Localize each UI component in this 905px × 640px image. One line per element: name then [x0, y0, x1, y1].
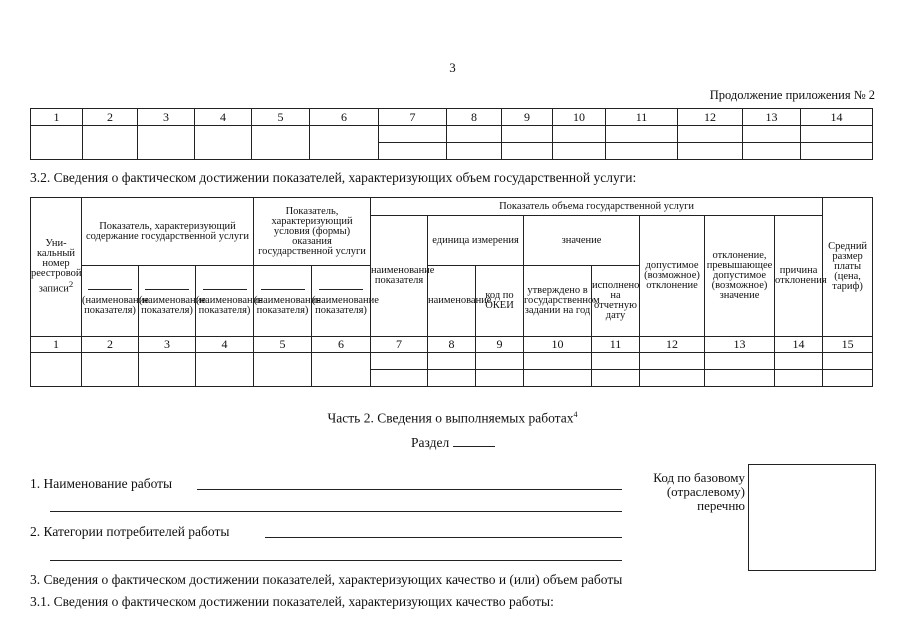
column-number: 8	[428, 337, 476, 353]
column-number: 3	[139, 337, 196, 353]
work-name-label: 1. Наименование работы	[30, 476, 173, 491]
executed-header: исполнено на отчетную дату	[592, 266, 640, 337]
table-cell[interactable]	[447, 126, 502, 143]
consumer-categories-field[interactable]	[265, 537, 622, 538]
sub-header: (наименование показателя)	[82, 266, 139, 337]
sub-header: (наименование показателя)	[254, 266, 312, 337]
table-cell[interactable]	[139, 353, 196, 387]
value-header: значение	[524, 216, 640, 266]
volume-indicators-table	[30, 197, 873, 387]
column-number: 15	[823, 337, 873, 353]
conditions-indicator-header: Показатель, характеризующий условия (формы) оказания государственной услуги	[254, 198, 371, 266]
avg-fee-header: Средний размер платы (цена, тариф)	[823, 198, 873, 337]
column-number: 8	[447, 109, 502, 126]
indicator-name-header: наименование показателя	[371, 216, 428, 337]
column-number: 11	[592, 337, 640, 353]
table-number-row	[31, 337, 873, 353]
table-cell[interactable]	[310, 126, 379, 160]
column-number: 1	[31, 109, 83, 126]
column-number: 5	[254, 337, 312, 353]
content-indicator-header: Показатель, характеризующий содержание государственной услуги	[82, 198, 254, 266]
table-cell[interactable]	[83, 126, 138, 160]
table-cell[interactable]	[640, 370, 705, 387]
table-cell[interactable]	[476, 370, 524, 387]
column-number: 10	[524, 337, 592, 353]
table-cell[interactable]	[775, 370, 823, 387]
table-cell[interactable]	[775, 353, 823, 370]
table-cell[interactable]	[195, 126, 252, 160]
table-row	[31, 126, 873, 143]
table-cell[interactable]	[705, 353, 775, 370]
work-name-field-line2[interactable]	[50, 511, 622, 512]
table-cell[interactable]	[524, 370, 592, 387]
deviation-exceeding-header: отклонение, превышающее допустимое (возможное) значение	[705, 216, 775, 337]
table-cell[interactable]	[31, 126, 83, 160]
table-cell[interactable]	[379, 126, 447, 143]
column-number: 4	[195, 109, 252, 126]
column-number: 12	[678, 109, 743, 126]
continuation-table	[30, 108, 873, 160]
base-list-code-label: Код по базовому (отраслевому) перечню	[653, 470, 745, 513]
table-cell[interactable]	[196, 353, 254, 387]
reason-header: причина отклонения	[775, 216, 823, 337]
table-cell[interactable]	[502, 126, 553, 143]
table-cell[interactable]	[447, 143, 502, 160]
column-number: 13	[743, 109, 801, 126]
column-number: 4	[196, 337, 254, 353]
section-number-field[interactable]	[453, 434, 495, 447]
continuation-label: Продолжение приложения № 2	[709, 88, 875, 102]
column-number: 14	[775, 337, 823, 353]
unit-name-header: наименование	[428, 266, 476, 337]
section-label: Раздел	[411, 434, 495, 451]
column-number: 12	[640, 337, 705, 353]
table-cell[interactable]	[640, 353, 705, 370]
table-cell[interactable]	[553, 143, 606, 160]
table-cell[interactable]	[743, 126, 801, 143]
table-cell[interactable]	[606, 143, 678, 160]
volume-indicator-header: Показатель объема государственной услуги	[371, 198, 823, 216]
table-row	[31, 353, 873, 370]
table-header-row	[31, 198, 873, 216]
column-number: 5	[252, 109, 310, 126]
column-number: 9	[476, 337, 524, 353]
column-number: 7	[379, 109, 447, 126]
unit-header: единица измерения	[428, 216, 524, 266]
column-number: 6	[310, 109, 379, 126]
page-number: 3	[449, 60, 456, 75]
table-cell[interactable]	[823, 370, 873, 387]
table-cell[interactable]	[823, 353, 873, 370]
table-cell[interactable]	[502, 143, 553, 160]
table-cell[interactable]	[678, 143, 743, 160]
table-cell[interactable]	[31, 353, 82, 387]
column-number: 3	[138, 109, 195, 126]
table-cell[interactable]	[801, 126, 873, 143]
table-cell[interactable]	[371, 370, 428, 387]
table-cell[interactable]	[82, 353, 139, 387]
column-number: 6	[312, 337, 371, 353]
column-number: 14	[801, 109, 873, 126]
table-cell[interactable]	[371, 353, 428, 370]
table-cell[interactable]	[743, 143, 801, 160]
table-cell[interactable]	[801, 143, 873, 160]
sub-header: (наименование показателя)	[139, 266, 196, 337]
column-number: 2	[82, 337, 139, 353]
table-cell[interactable]	[252, 126, 310, 160]
table-cell[interactable]	[138, 126, 195, 160]
table-cell[interactable]	[705, 370, 775, 387]
table-cell[interactable]	[476, 353, 524, 370]
column-number: 2	[83, 109, 138, 126]
table-cell[interactable]	[592, 370, 640, 387]
column-number: 11	[606, 109, 678, 126]
work-name-field[interactable]	[197, 489, 622, 490]
column-number: 10	[553, 109, 606, 126]
table-cell[interactable]	[379, 143, 447, 160]
table-cell[interactable]	[524, 353, 592, 370]
table-cell[interactable]	[606, 126, 678, 143]
table-header-row	[31, 109, 873, 126]
sub-header: (наименование показателя)	[312, 266, 371, 337]
column-number: 13	[705, 337, 775, 353]
base-list-code-field[interactable]	[748, 464, 876, 571]
table-cell[interactable]	[254, 353, 312, 387]
table-cell[interactable]	[312, 353, 371, 387]
section-3-title: 3. Сведения о фактическом достижении показателей, характеризующих качество и (или) объем работы	[30, 572, 623, 587]
column-number: 7	[371, 337, 428, 353]
consumer-categories-label: 2. Категории потребителей работы	[30, 524, 230, 539]
allowed-deviation-header: допустимое (возможное) отклонение	[640, 216, 705, 337]
table-cell[interactable]	[428, 353, 476, 370]
section-3-2-title: 3.2. Сведения о фактическом достижении показателей, характеризующих объем государственной услуги:	[30, 170, 637, 185]
unique-number-header: Уни-кальный номер реестровой записи$^2$	[31, 198, 82, 337]
sub-header: (наименование показателя)	[196, 266, 254, 337]
consumer-categories-field-line2[interactable]	[50, 560, 622, 561]
okei-header: код по ОКЕИ	[476, 266, 524, 337]
column-number: 1	[31, 337, 82, 353]
table-cell[interactable]	[592, 353, 640, 370]
approved-header: утверждено в государственном задании на год	[524, 266, 592, 337]
table-cell[interactable]	[428, 370, 476, 387]
column-number: 9	[502, 109, 553, 126]
table-cell[interactable]	[553, 126, 606, 143]
part2-title: Часть 2. Сведения о выполняемых работах$^4$	[327, 410, 578, 426]
section-3-1-title: 3.1. Сведения о фактическом достижении показателей, характеризующих качество работы:	[30, 594, 554, 609]
table-cell[interactable]	[678, 126, 743, 143]
